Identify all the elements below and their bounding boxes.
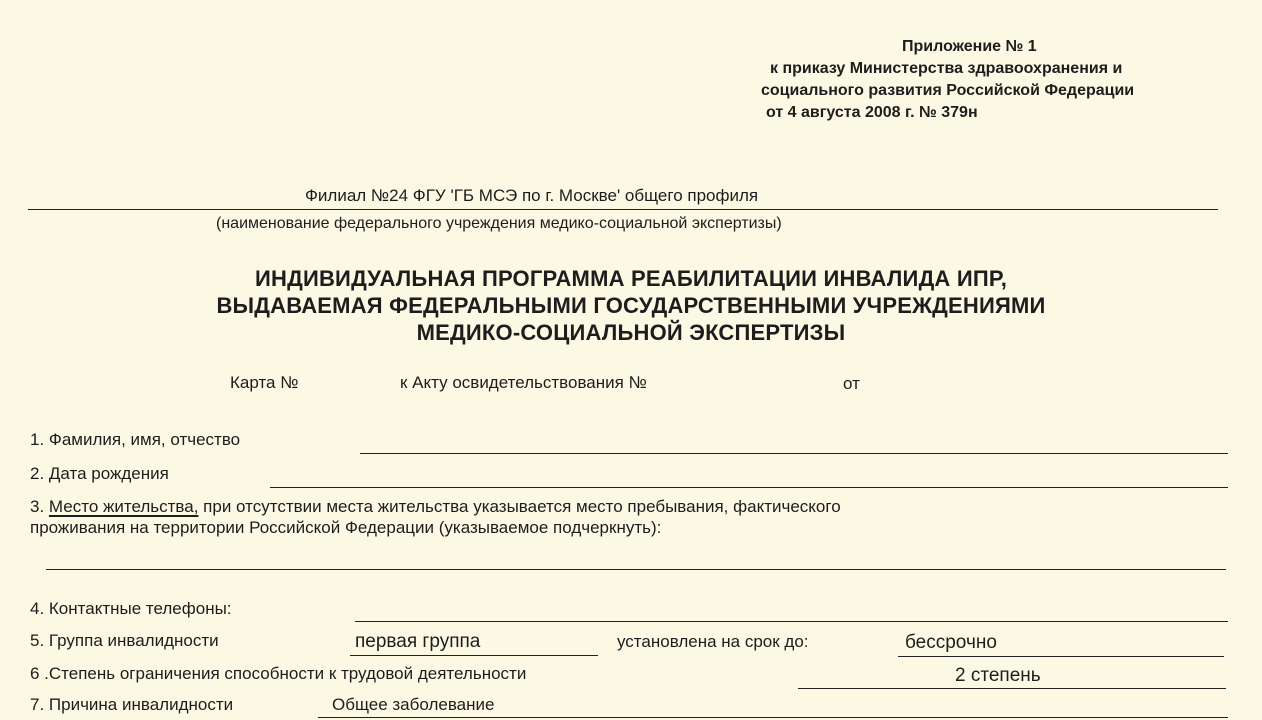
appendix-order-line: к приказу Министерства здравоохранения и bbox=[770, 60, 1123, 77]
card-number-label: Карта № bbox=[230, 373, 299, 392]
disability-group-label: 5. Группа инвалидности bbox=[30, 631, 219, 650]
institution-caption: (наименование федерального учреждения медико-социальной экспертизы) bbox=[216, 215, 782, 232]
residence-number: 3. bbox=[30, 497, 45, 516]
institution-underline bbox=[28, 209, 1218, 210]
phone-label: 4. Контактные телефоны: bbox=[30, 599, 232, 618]
disability-cause-value: Общее заболевание bbox=[332, 695, 495, 714]
institution-name: Филиал №24 ФГУ 'ГБ МСЭ по г. Москве' общего профиля bbox=[305, 186, 759, 205]
act-number-label: к Акту освидетельствования № bbox=[400, 373, 647, 392]
appendix-ministry-line: социального развития Российской Федерации bbox=[761, 82, 1135, 99]
disability-cause-field-line[interactable] bbox=[318, 717, 1228, 718]
document-title-line-3: МЕДИКО-СОЦИАЛЬНОЙ ЭКСПЕРТИЗЫ bbox=[416, 320, 846, 345]
disability-term-field-line[interactable] bbox=[898, 656, 1224, 657]
disability-term-value: бессрочно bbox=[905, 632, 997, 653]
residence-underlined-choice: Место жительства, bbox=[48, 497, 199, 516]
disability-group-value: первая группа bbox=[355, 631, 481, 652]
birth-date-field-line[interactable] bbox=[270, 487, 1228, 488]
disability-cause-label: 7. Причина инвалидности bbox=[30, 695, 234, 714]
work-ability-label: 6 .Степень ограничения способности к трудовой деятельности bbox=[30, 664, 527, 683]
appendix-date-line: от 4 августа 2008 г. № 379н bbox=[766, 104, 978, 121]
birth-date-label: 2. Дата рождения bbox=[30, 464, 169, 483]
residence-field-line[interactable] bbox=[46, 569, 1226, 570]
phone-field-line[interactable] bbox=[355, 621, 1228, 622]
work-ability-value: 2 степень bbox=[955, 665, 1041, 686]
full-name-label: 1. Фамилия, имя, отчество bbox=[30, 430, 241, 449]
disability-group-field-line[interactable] bbox=[350, 655, 598, 656]
document-title-line-1: ИНДИВИДУАЛЬНАЯ ПРОГРАММА РЕАБИЛИТАЦИИ ИНВАЛИДА ИПР, bbox=[254, 266, 1008, 291]
work-ability-field-line[interactable] bbox=[798, 688, 1226, 689]
residence-description-line-2: проживания на территории Российской Федерации (указываемое подчеркнуть): bbox=[30, 518, 662, 537]
appendix-number: Приложение № 1 bbox=[902, 38, 1037, 55]
document-title-line-2: ВЫДАВАЕМАЯ ФЕДЕРАЛЬНЫМИ ГОСУДАРСТВЕННЫМИ УЧРЕЖДЕНИЯМИ bbox=[216, 293, 1046, 318]
act-date-label: от bbox=[843, 374, 860, 393]
full-name-field-line[interactable] bbox=[360, 453, 1228, 454]
residence-description: при отсутствии места жительства указывается место пребывания, фактического bbox=[203, 497, 841, 516]
residence-label bbox=[30, 497, 841, 517]
disability-term-label: установлена на срок до: bbox=[617, 632, 809, 651]
